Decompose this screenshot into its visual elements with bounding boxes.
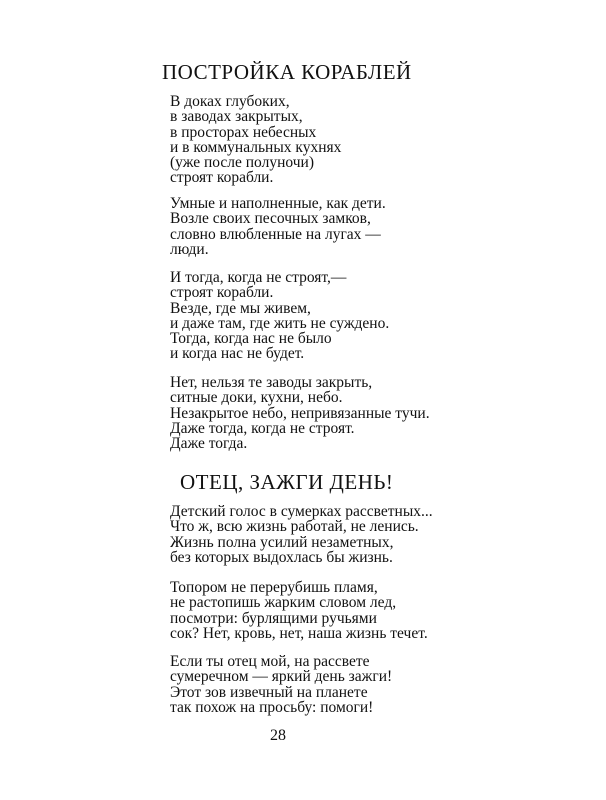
poem-line: Даже тогда, когда не строят.: [170, 419, 355, 437]
poem-line: Незакрытое небо, непривязанные тучи.: [170, 404, 430, 422]
poem-line: Детский голос в сумерках рассветных...: [170, 503, 433, 520]
poem-line: сумеречном — яркий день зажги!: [170, 668, 393, 686]
stanza: [170, 504, 433, 565]
poem-line: Этот зов извечный на планете: [170, 683, 368, 701]
poem-line: и когда нас не будет.: [170, 345, 305, 363]
poem-line: (уже после полуночи): [170, 154, 314, 172]
poem-line: посмотри: бурлящими ручьями: [170, 609, 377, 627]
stanza: [170, 196, 386, 257]
poem-line: И тогда, когда не строят,—: [170, 269, 347, 286]
poem-line: строят корабли.: [170, 284, 274, 302]
poem-line: так похож на просьбу: помоги!: [170, 698, 374, 716]
poem-line: в просторах небесных: [170, 123, 317, 141]
poem-line: люди.: [170, 240, 209, 258]
poem-line: Везде, где мы живем,: [170, 299, 311, 317]
poem-title: ОТЕЦ, ЗАЖГИ ДЕНЬ!: [180, 470, 394, 494]
poem-line: строят корабли.: [170, 169, 274, 187]
poem-line: Если ты отец мой, на рассвете: [170, 653, 370, 670]
poem-line: словно влюбленные на лугах —: [170, 225, 381, 243]
poem-line: и даже там, где жить не суждено.: [170, 314, 390, 332]
poem-line: и в коммунальных кухнях: [170, 138, 342, 156]
poem-line: Нет, нельзя те заводы закрыть,: [170, 374, 373, 391]
poem-line: без которых выдохлась бы жизнь.: [170, 548, 393, 566]
poem-line: Жизнь полна усилий незаметных,: [170, 533, 394, 551]
poem-line: Возле своих песочных замков,: [170, 210, 371, 228]
page-number: 28: [270, 727, 286, 744]
poem-line: ситные доки, кухни, небо.: [170, 389, 343, 407]
poem-line: Что ж, всю жизнь работай, не ленись.: [170, 518, 419, 536]
poem-line: Умные и наполненные, как дети.: [170, 195, 386, 212]
stanza: [170, 94, 341, 186]
poem-line: не растопишь жарким словом лед,: [170, 594, 397, 612]
stanza: [170, 654, 392, 715]
stanza: [170, 375, 430, 451]
poem-line: в заводах закрытых,: [170, 108, 303, 126]
stanza: [170, 580, 428, 641]
poem-title: ПОСТРОЙКА КОРАБЛЕЙ: [162, 60, 412, 84]
poem-line: Даже тогда.: [170, 435, 248, 453]
poem-line: сок? Нет, кровь, нет, наша жизнь течет.: [170, 624, 428, 642]
poem-line: В доках глубоких,: [170, 93, 290, 110]
poem-line: Топором не перерубишь пламя,: [170, 579, 378, 596]
stanza: [170, 270, 389, 362]
poem-line: Тогда, когда нас не было: [170, 330, 332, 348]
